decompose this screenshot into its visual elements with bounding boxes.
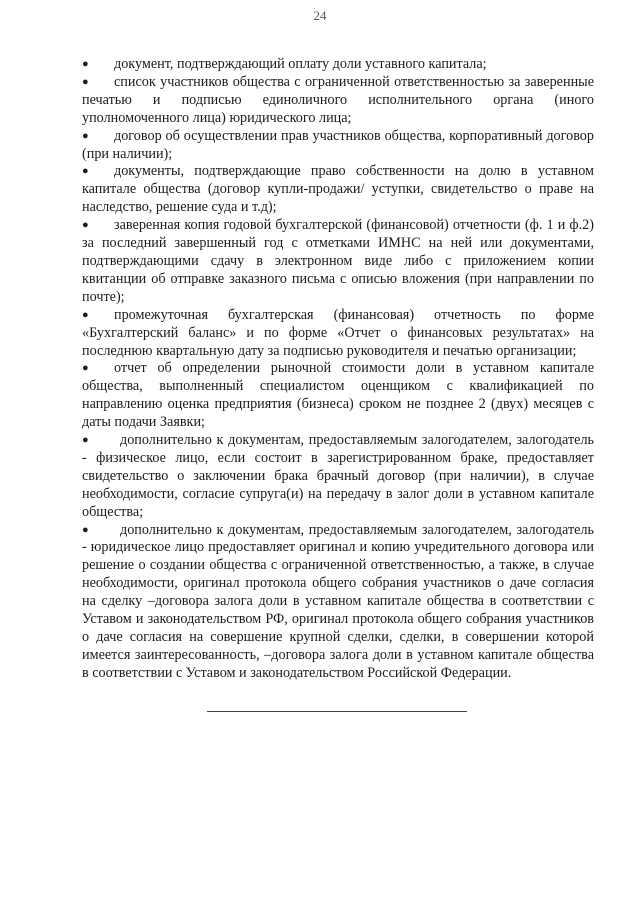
list-item-text: список участников общества с ограниченной ответственностью за заверенные печатью и подписью единоличного исполнительного органа (иного уполномоченного лица) юридического лица; [82, 73, 594, 126]
list-item [82, 307, 594, 361]
list-item [82, 128, 594, 164]
bullet-icon: ● [82, 362, 89, 375]
list-item-text: договор об осуществлении прав участников общества, корпоративный договор (при наличии); [82, 127, 594, 162]
list-item-text: дополнительно к документам, предоставляемым залогодателем, залогодатель - физическое лицо, если состоит в зарегистрированном браке, предоставляет свидетельство о заключении брака брачный договор (при наличии), в случае необходимости, согласие супруга(и) на передачу в залог доли в уставном капитале общества; [82, 432, 594, 520]
list-item [82, 360, 594, 432]
bullet-icon: ● [82, 308, 89, 321]
bullet-icon: ● [82, 75, 89, 88]
list-item [82, 522, 594, 683]
bullet-icon: ● [82, 219, 89, 232]
bullet-icon: ● [82, 129, 89, 142]
bullet-icon: ● [82, 58, 89, 70]
bullet-icon: ● [82, 523, 89, 536]
list-item [82, 56, 594, 74]
list-item-text: дополнительно к документам, предоставляемым залогодателем, залогодатель - юридическое лицо предоставляет оригинал и копию учредительного договора или решение о создании общества с ограниченной ответственностью, а также, в случае необходимости, оригинал протокола общего собрания участников о даче согласия на сделку –договора залога доли в уставном капитале общества в соответствии с Уставом и законодательством РФ, оригинал протокола общего собрания участников о даче согласия на совершение крупной сделки, сделки, в совершении которой имеется заинтересованность, –договора залога доли в уставном капитале общества в соответствии с Уставом и законодательством Российской Федерации. [82, 521, 594, 681]
bullet-icon: ● [82, 434, 89, 447]
list-item-text: заверенная копия годовой бухгалтерской (финансовой) отчетности (ф. 1 и ф.2) за последний завершенный год с отметками ИМНС на ней или документами, подтверждающими сдачу в электронном виде либо с приложением копии квитанции об отправке заказного письма с описью вложения (при направлении по почте); [82, 217, 594, 305]
page-number: 24 [313, 8, 327, 23]
list-item [82, 74, 594, 128]
end-divider [207, 711, 467, 712]
list-item [82, 217, 594, 307]
list-item-text: документ, подтверждающий оплату доли уставного капитала; [114, 56, 487, 72]
list-item-text: документы, подтверждающие право собственности на долю в уставном капитале общества (договор купли-продажи/ уступки, свидетельство о праве на наследство, решение суда и т.д); [82, 163, 594, 216]
list-item [82, 163, 594, 217]
list-item-text: промежуточная бухгалтерская (финансовая) отчетность по форме «Бухгалтерский баланс» и по форме «Отчет о финансовых результатах» на последнюю квартальную дату за подписью руководителя и печатью организации; [82, 306, 594, 359]
bullet-icon: ● [82, 165, 89, 178]
list-item-text: отчет об определении рыночной стоимости доли в уставном капитале общества, выполненный специалистом оценщиком с квалификацией по направлению оценка предприятия (бизнеса) сроком не позднее 2 (двух) месяцев с даты подачи Заявки; [82, 360, 594, 431]
document-body [82, 56, 594, 683]
list-item [82, 432, 594, 522]
